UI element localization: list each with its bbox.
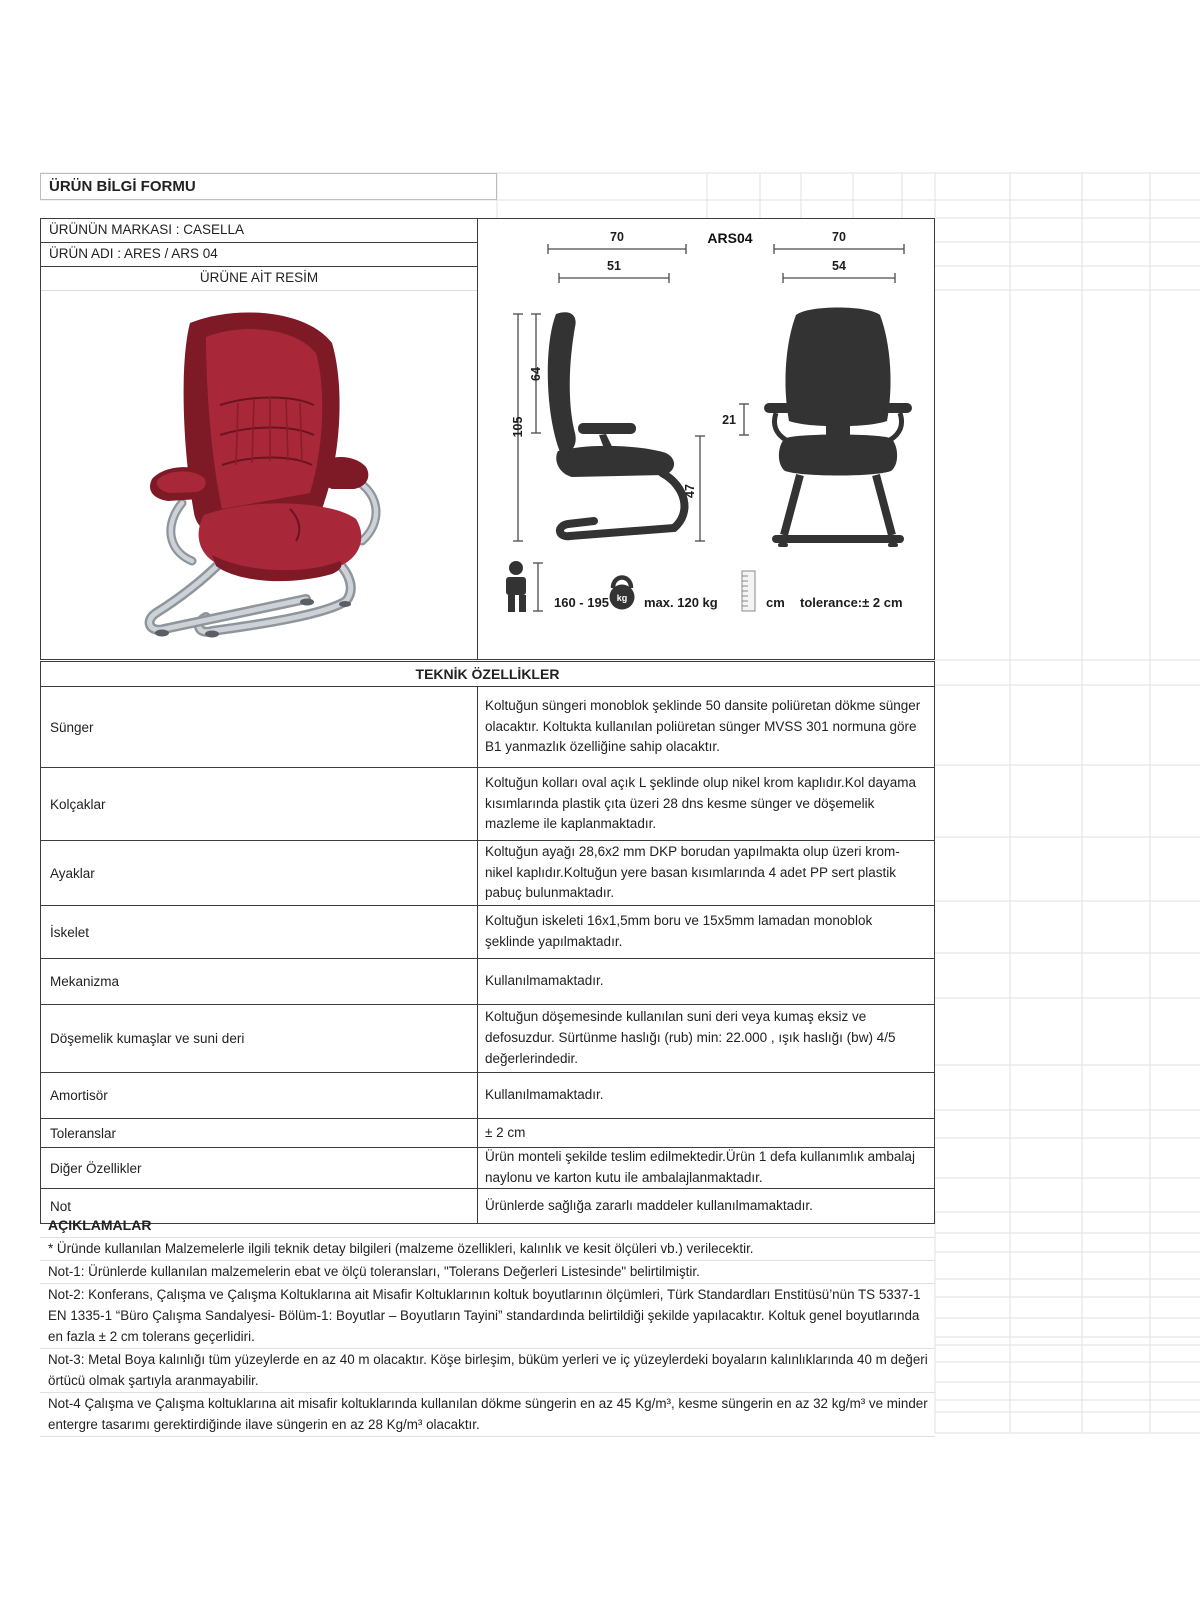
- spec-label: Sünger: [41, 687, 478, 767]
- table-row: [41, 1005, 934, 1073]
- spec-table-header: TEKNİK ÖZELLİKLER: [41, 662, 934, 687]
- spec-value: [478, 841, 934, 905]
- table-row: [41, 959, 934, 1005]
- dim-front-seat-width: [783, 259, 895, 283]
- brand-row: ÜRÜNÜN MARKASI : CASELLA: [41, 219, 477, 243]
- table-row: [41, 906, 934, 959]
- svg-text:kg: kg: [616, 593, 628, 603]
- svg-text:47: 47: [683, 484, 697, 498]
- svg-text:54: 54: [832, 259, 846, 273]
- svg-text:21: 21: [722, 413, 736, 427]
- person-height-icon: [506, 561, 543, 612]
- dim-seat-height: [683, 436, 705, 541]
- dim-side-seat-depth: [559, 259, 669, 283]
- svg-text:51: 51: [607, 259, 621, 273]
- technical-drawing-box: [477, 218, 935, 660]
- dim-back-height: [529, 314, 543, 433]
- spec-value: [478, 906, 934, 958]
- spec-label: Mekanizma: [41, 959, 478, 1004]
- chair-front-view: [764, 308, 912, 548]
- spec-value-text: Koltuğun döşemesinde kullanılan suni deri veya kumaş eksiz ve defosuzdur. Sürtünme haslığı (rub) min: 22.000 , ışık haslığı (bw) 4/5 değerlerindedir.: [485, 1009, 896, 1066]
- note-item: * Üründe kullanılan Malzemelerle ilgili teknik detay bilgileri (malzeme özellikleri, kalınlık ve kesit ölçüleri vb.) verilecektir.: [40, 1238, 935, 1261]
- max-weight-icon: [610, 578, 635, 610]
- spec-value-text: Ürünlerde sağlığa zararlı maddeler kullanılmamaktadır.: [485, 1197, 813, 1213]
- spec-label: Amortisör: [41, 1073, 478, 1118]
- product-info-box: [40, 218, 477, 660]
- note-item: Not-2: Konferans, Çalışma ve Çalışma Koltuklarına ait Misafir Koltuklarının koltuk boyutlarının ölçümleri, Türk Standardları Enstitüsü’nün TS 5337-1 EN 1335-1 “Büro Çalışma Sandalyesi- Bölüm-1: Boyutlar – Boyutların Tayini” standardında belirtildiği şekilde yapılacaktır. Koltuk genel boyutlarında en fazla ± 2 cm tolerans geçerlidiri.: [40, 1284, 935, 1349]
- spec-value-text: Koltuğun iskeleti 16x1,5mm boru ve 15x5mm lamadan monoblok şeklinde yapılmaktadır.: [485, 913, 873, 949]
- table-row: [41, 1148, 934, 1189]
- dim-arm-to-seat-height: [722, 404, 749, 435]
- svg-text:105: 105: [511, 416, 525, 438]
- spec-label: Diğer Özellikler: [41, 1148, 478, 1188]
- form-title: ÜRÜN BİLGİ FORMU: [40, 173, 497, 200]
- spec-value: [478, 768, 934, 840]
- model-code: ARS04: [707, 230, 753, 246]
- spec-label: Ayaklar: [41, 841, 478, 905]
- table-row: [41, 687, 934, 768]
- tolerance-label: tolerance:± 2 cm: [800, 595, 903, 610]
- technical-drawing: [478, 219, 933, 658]
- user-height-range: 160 - 195: [554, 595, 609, 610]
- spec-value-text: ± 2 cm: [485, 1124, 526, 1140]
- svg-text:70: 70: [832, 230, 846, 244]
- spec-value-text: Kullanılmamaktadır.: [485, 1087, 604, 1103]
- spec-value-text: Kullanılmamaktadır.: [485, 973, 604, 989]
- spec-value: [478, 959, 934, 1004]
- table-row: [41, 1119, 934, 1148]
- svg-text:64: 64: [529, 367, 543, 381]
- notes-header: AÇIKLAMALAR: [40, 1213, 935, 1238]
- spec-label: Not: [41, 1189, 478, 1223]
- product-photo-area: [41, 291, 477, 659]
- table-row: [41, 841, 934, 906]
- spec-table: [40, 661, 935, 1224]
- max-weight-label: max. 120 kg: [644, 595, 718, 610]
- spec-label: Döşemelik kumaşlar ve suni deri: [41, 1005, 478, 1072]
- spec-value-text: Koltuğun ayağı 28,6x2 mm DKP borudan yapılmakta olup üzeri krom-nikel kaplıdır.Koltuğun yere basan kısımlarında 4 adet PP sert plastik pabuç bulunmaktadır.: [485, 843, 900, 901]
- ruler-icon: [742, 571, 755, 611]
- spec-value-text: Ürün monteli şekilde teslim edilmektedir.Ürün 1 defa kullanımlık ambalaj naylonu ve karton kutu ile ambalajlanmaktadır.: [485, 1149, 915, 1185]
- unit-label: cm: [766, 595, 785, 610]
- product-name-row: ÜRÜN ADI : ARES / ARS 04: [41, 243, 477, 267]
- spec-value: [478, 1119, 934, 1147]
- spec-label: Toleranslar: [41, 1119, 478, 1147]
- chair-seat: [199, 503, 362, 581]
- spec-label: Kolçaklar: [41, 768, 478, 840]
- dim-front-overall-width: [774, 230, 904, 254]
- svg-text:70: 70: [610, 230, 624, 244]
- note-item: Not-1: Ürünlerde kullanılan malzemelerin ebat ve ölçü toleransları, "Tolerans Değerleri Listesinde" belirtilmiştir.: [40, 1261, 935, 1284]
- spec-value: [478, 1005, 934, 1072]
- dim-overall-height: [511, 314, 525, 541]
- spec-value: [478, 687, 934, 767]
- chair-backrest: [184, 312, 340, 531]
- spec-value: [478, 1073, 934, 1118]
- note-item: Not-3: Metal Boya kalınlığı tüm yüzeylerde en az 40 m olacaktır. Köşe birleşim, büküm yerleri ve iç yüzeylerdeki boyaların kalınlıklarında 40 m değeri örtücü olmak şartıyla aranmayabilir.: [40, 1349, 935, 1393]
- spec-value-text: Koltuğun kolları oval açık L şeklinde olup nikel krom kaplıdır.Kol dayama kısımlarında plastik çıta üzeri 28 dns kesme sünger ve döşemelik mazleme ile kaplanmaktadır.: [485, 774, 916, 832]
- table-row: [41, 768, 934, 841]
- note-item: Not-4 Çalışma ve Çalışma koltuklarına ait misafir koltuklarında kullanılan dökme süngerin en az 45 Kg/m³, kesme süngerin en az 32 kg/m³ ve minder entergre tasarımı gerektirdiğinde ilave süngerin en az 28 Kg/m³ olacaktır.: [40, 1393, 935, 1437]
- spec-label: İskelet: [41, 906, 478, 958]
- image-caption: ÜRÜNE AİT RESİM: [41, 267, 477, 291]
- dim-side-overall-width: [548, 230, 686, 254]
- product-photo: [94, 303, 424, 659]
- chair-side-view: [548, 312, 685, 536]
- notes-section: [40, 1213, 935, 1437]
- spec-value: [478, 1148, 934, 1188]
- spec-value-text: Koltuğun süngeri monoblok şeklinde 50 dansite poliüretan dökme sünger olacaktır. Koltukta kullanılan poliüretan sünger MVSS 301 normuna göre B1 yanmazlık özelliğine sahip olacaktır.: [485, 697, 921, 755]
- table-row: [41, 1073, 934, 1119]
